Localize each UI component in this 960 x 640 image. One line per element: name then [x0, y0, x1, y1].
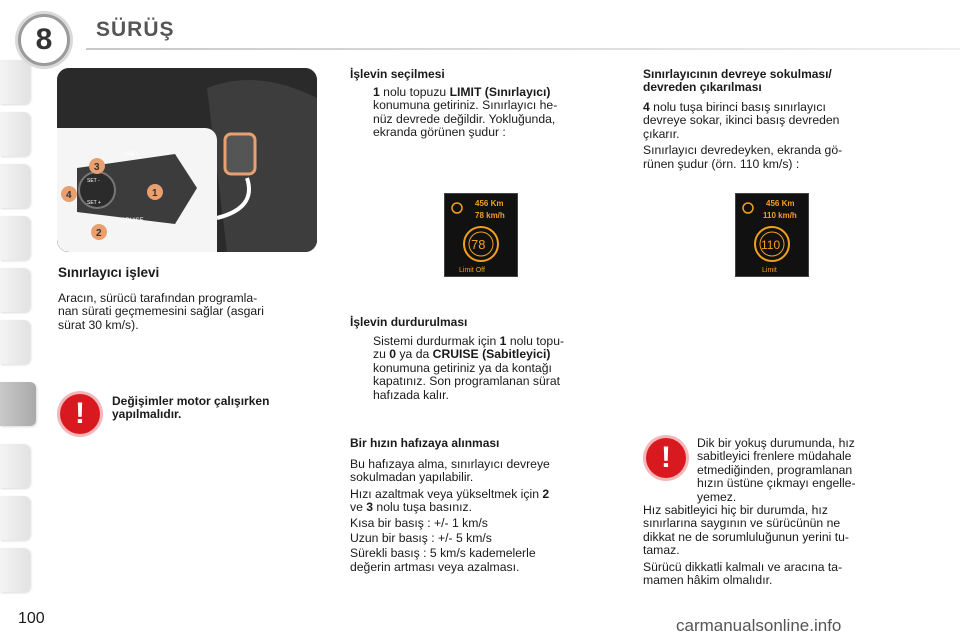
badge-2: 2	[96, 228, 102, 239]
display-off-status: Limit Off	[459, 267, 485, 274]
warning-slope-indent: Dik bir yokuş durumunda, hız sabitleyici frenlere müdahale etmediğinden, programlanan hızın üstüne çıkmayı engelle- yemez.	[697, 436, 856, 504]
stop-body: Sistemi durdurmak için 1 nolu topu- zu 0 ya da CRUISE (Sabitleyici) konumuna getiriniz ya da kontağı kapatınız. Son programlanan sürat hafızada kalır.	[373, 334, 565, 402]
badge-1: 1	[152, 188, 158, 199]
chapter-tab[interactable]	[0, 548, 30, 592]
display-on-dial: 110	[761, 238, 781, 252]
chapter-tab[interactable]	[0, 60, 30, 104]
select-body: 1 nolu topuzu LIMIT (Sınırlayıcı) konumuna getiriniz. Sınırlayıcı he- nüz devrede değildir. Yokluğunda, ekranda görünen şudur :	[373, 85, 558, 140]
watermark: carmanualsonline.info	[676, 616, 842, 635]
display-off-speed: 78 km/h	[475, 211, 505, 220]
chapter-tab[interactable]	[0, 216, 30, 260]
display-on-distance: 456 Km	[766, 199, 795, 208]
memory-heading: Bir hızın hafızaya alınması	[350, 436, 500, 450]
badge-3: 3	[94, 162, 100, 173]
label-set-plus: SET +	[87, 200, 101, 206]
display-on-speed: 110 km/h	[763, 211, 797, 220]
label-cruise: CRUISE	[121, 218, 144, 224]
chapter-tab[interactable]	[0, 112, 30, 156]
select-heading: İşlevin seçilmesi	[350, 67, 445, 81]
header-rule	[86, 48, 960, 50]
chapter-tab[interactable]	[0, 164, 30, 208]
label-set-minus: SET -	[87, 178, 100, 184]
chapter-tab-active[interactable]	[0, 382, 36, 426]
activate-body: 4 nolu tuşa birinci basış sınırlayıcı devreye sokar, ikinci basış devreden çıkarır. Sınırlayıcı devredeyken, ekranda gö- rünen şudur (örn. 110 km/s) :	[643, 100, 843, 171]
chapter-tab[interactable]	[0, 320, 30, 364]
warning-slope-body: Hız sabitleyici hiç bir durumda, hız sınırlarına saygının ve sürücünün ne dikkat ne de sorumluluğunun yerini tu- tamaz. Sürücü dikkatli kalmalı ve aracına ta- mamen hâkim olmalıdır.	[643, 503, 849, 588]
display-off-distance: 456 Km	[475, 199, 504, 208]
warning-icon: !	[646, 438, 686, 478]
warning-icon: !	[60, 394, 100, 434]
limiter-body: Aracın, sürücü tarafından programla- nan sürati geçmemesini sağlar (asgari sürat 30 km/s).	[58, 291, 264, 332]
display-on-status: Limit	[762, 267, 777, 274]
stalk-inset	[57, 128, 217, 252]
chapter-number: 8	[18, 14, 70, 66]
section-title: SÜRÜŞ	[96, 18, 175, 41]
chapter-tabs	[0, 60, 34, 580]
badge-4: 4	[66, 190, 72, 201]
chapter-tab[interactable]	[0, 496, 30, 540]
display-limit-on	[735, 193, 809, 277]
label-limit: LIMIT	[123, 152, 139, 158]
chapter-tab[interactable]	[0, 268, 30, 312]
memory-body: Bu hafızaya alma, sınırlayıcı devreye sokulmadan yapılabilir. Hızı azaltmak veya yükseltmek için 2 ve 3 nolu tuşa basınız. Kısa bir basış : +/- 1 km/s Uzun bir basış : +/- 5 km/s Sürekli basış : 5 km/s kademelerle değerin artması veya azalması.	[350, 457, 550, 574]
stop-heading: İşlevin durdurulması	[350, 315, 468, 329]
display-limit-off	[444, 193, 518, 277]
activate-heading: Sınırlayıcının devreye sokulması/ devreden çıkarılması	[643, 67, 832, 95]
warning-engine-text: Değişimler motor çalışırken yapılmalıdır.	[112, 394, 270, 422]
limiter-heading: Sınırlayıcı işlevi	[58, 265, 160, 280]
page-number: 100	[18, 610, 45, 627]
stalk-photo	[57, 68, 317, 252]
display-off-dial: 78	[471, 237, 486, 252]
chapter-tab[interactable]	[0, 444, 30, 488]
